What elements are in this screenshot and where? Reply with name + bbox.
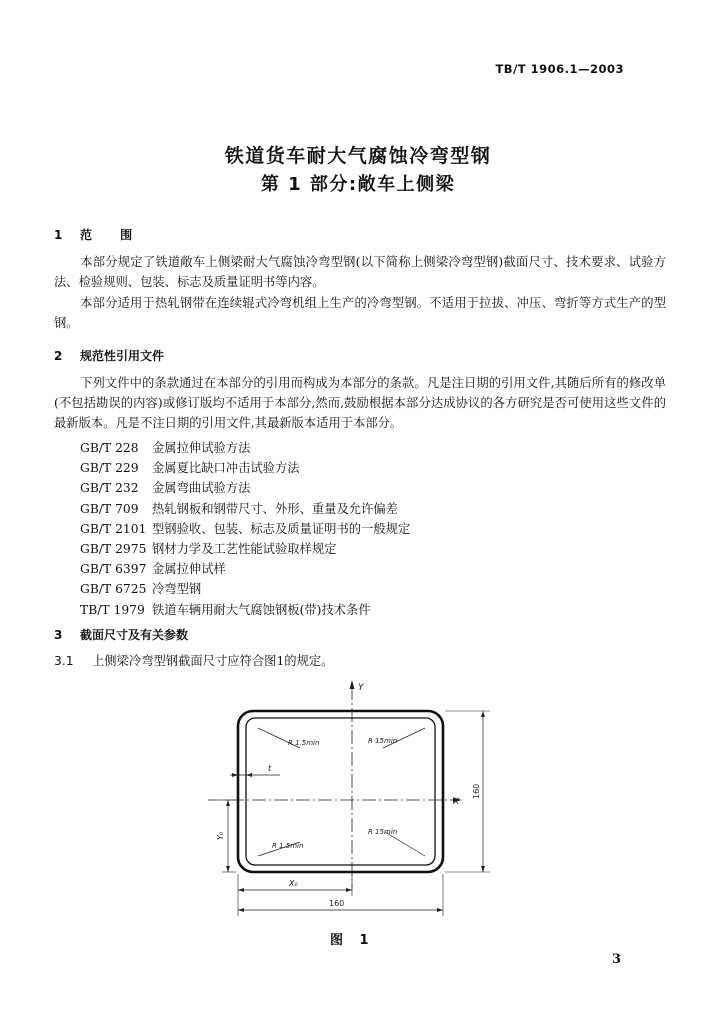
dimension-arrow <box>238 888 244 892</box>
dimension-arrow <box>238 908 244 912</box>
x-axis-label: X <box>453 797 460 807</box>
standard-number: TB/T 1906.1—2003 <box>495 62 624 76</box>
dimension-arrow <box>346 888 352 892</box>
reference-title: 铁道车辆用耐大气腐蚀钢板(带)技术条件 <box>152 602 371 617</box>
section-number: 1 <box>54 228 63 242</box>
reference-title: 金属夏比缺口冲击试验方法 <box>152 461 300 476</box>
section-title: 范 围 <box>80 228 145 242</box>
dimension-arrow <box>481 711 485 717</box>
paragraph-text: 本部分适用于热轧钢带在连续辊式冷弯机组上生产的冷弯型钢。不适用于拉拔、冲压、弯折等方式生产的型钢。 <box>54 296 666 330</box>
subsection-text: 上侧梁冷弯型钢截面尺寸应符合图1的规定。 <box>92 654 334 668</box>
radius-label-bottom-right: R 15min <box>368 828 398 836</box>
radius-label-top-right: R 15min <box>368 737 398 745</box>
paragraph-text: 下列文件中的条款通过在本部分的引用而构成为本部分的条款。凡是注日期的引用文件,其随后所有的修改单(不包括勘误的内容)或修订版均不适用于本部分,然而,鼓励根据本部分达成协议的各方研究是否可使用这些文件的最新版本。凡是不注日期的引用文件,其最新版本适用于本部分。 <box>54 376 666 430</box>
thickness-label: t <box>268 764 272 773</box>
reference-code: GB/T 709 <box>80 501 139 516</box>
reference-code: GB/T 232 <box>80 481 139 496</box>
width-label: 160 <box>329 899 345 908</box>
section-number: 2 <box>54 349 63 363</box>
dimension-arrow <box>246 773 252 777</box>
reference-code: TB/T 1979 <box>80 602 145 617</box>
radius-label-top-left: R 1.5min <box>288 739 320 747</box>
dimension-arrow <box>226 800 230 806</box>
reference-code: GB/T 6725 <box>80 582 147 597</box>
reference-title: 钢材力学及工艺性能试验取样规定 <box>152 542 337 557</box>
reference-code: GB/T 6397 <box>80 562 147 577</box>
x0-label: X₀ <box>289 879 298 888</box>
reference-code: GB/T 229 <box>80 461 139 476</box>
reference-code: GB/T 228 <box>80 441 139 455</box>
y0-label: Y₀ <box>216 831 225 840</box>
profile-outer-wall <box>238 711 443 872</box>
reference-title: 热轧钢板和钢带尺寸、外形、重量及允许偏差 <box>152 501 398 516</box>
dimension-arrow <box>437 908 443 912</box>
dimension-arrow <box>226 866 230 872</box>
section-title: 截面尺寸及有关参数 <box>80 628 189 642</box>
document-title: 铁道货车耐大气腐蚀冷弯型钢 <box>224 145 492 167</box>
reference-title: 金属弯曲试验方法 <box>152 481 251 496</box>
reference-code: GB/T 2975 <box>80 542 147 557</box>
section-title: 规范性引用文件 <box>80 349 165 363</box>
figure-caption: 图 1 <box>330 933 375 948</box>
y-axis-label: Y <box>358 683 364 693</box>
reference-code: GB/T 2101 <box>80 521 147 536</box>
reference-title: 金属拉伸试验方法 <box>152 441 251 455</box>
height-label: 160 <box>472 783 481 799</box>
page-number: 3 <box>612 952 622 967</box>
paragraph-text: 本部分规定了铁道敞车上侧梁耐大气腐蚀冷弯型钢(以下简称上侧梁冷弯型钢)截面尺寸、技术要求、试验方法、检验规则、包装、标志及质量证明书等内容。 <box>54 255 666 289</box>
dimension-arrow <box>481 866 485 872</box>
reference-title: 冷弯型钢 <box>152 582 202 597</box>
y-axis-arrow <box>350 680 355 689</box>
document-subtitle: 第 1 部分:敞车上侧梁 <box>260 174 456 195</box>
reference-title: 金属拉伸试样 <box>152 562 226 577</box>
section-number: 3 <box>54 628 63 642</box>
radius-label-bottom-left: R 1.5min <box>272 842 304 850</box>
subsection-number: 3.1 <box>54 654 74 668</box>
reference-title: 型钢验收、包装、标志及质量证明书的一般规定 <box>152 521 411 536</box>
